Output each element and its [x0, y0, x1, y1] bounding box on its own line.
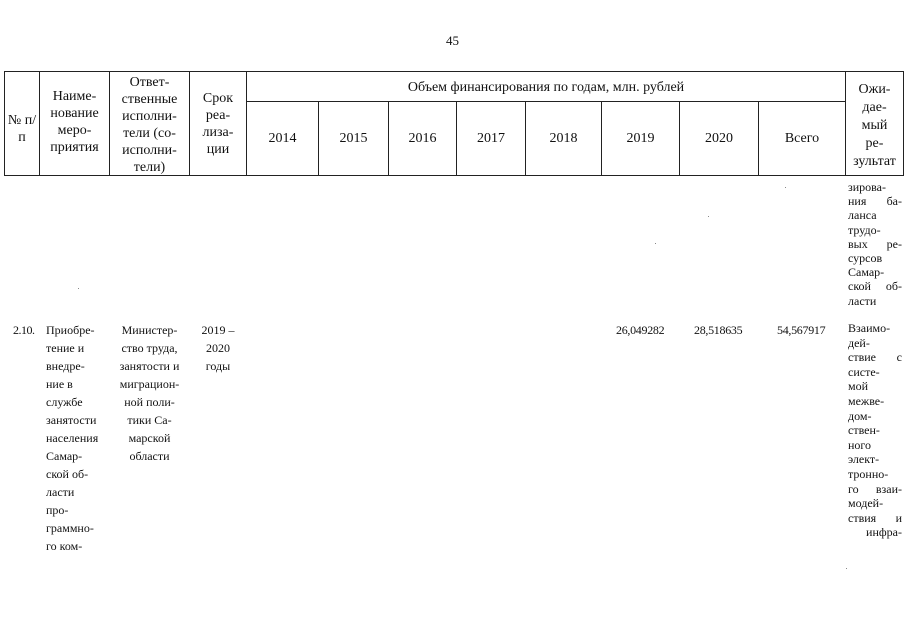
row-name-line: ласти [46, 485, 75, 499]
row-name [46, 321, 108, 555]
header-result-line: Ожи- [858, 82, 891, 97]
header-result-line: ре- [865, 136, 884, 151]
row-result-line: Взаимо- [848, 321, 891, 335]
row-result-line: систе- [848, 364, 880, 379]
header-result-line: мый [861, 118, 888, 133]
year-2015: 2015 [339, 131, 368, 146]
row-name-line: службе [46, 395, 83, 409]
header-funding [247, 79, 845, 96]
row-resp-line: занятости и [119, 359, 180, 373]
continued-result-line: вых ре- [848, 236, 902, 251]
scan-speck [708, 216, 709, 217]
header-name-line: приятия [50, 140, 99, 155]
continued-result-line: ласти [848, 293, 877, 308]
continued-result [848, 180, 902, 308]
row-result-line: ствия и [848, 510, 902, 525]
row-result-line: го взаи- [848, 481, 902, 496]
row-name-line: про- [46, 503, 69, 517]
row-name-line: внедре- [46, 359, 85, 373]
row-result-line: ствие с [848, 350, 902, 365]
scan-speck [785, 187, 786, 188]
row-result-line: тронно- [848, 466, 889, 481]
header-term-line: реа- [205, 108, 231, 123]
row-name-line: занятости [46, 413, 97, 427]
header-num-text: № п/п [7, 113, 37, 145]
row-name-line: граммно- [46, 521, 94, 535]
year-2020: 2020 [705, 131, 733, 146]
header-responsible [110, 74, 189, 176]
year-2018: 2018 [549, 131, 578, 146]
continued-result-line: ской об- [848, 279, 902, 294]
row-result-line: элект- [848, 452, 880, 467]
continued-result-line: Самар- [848, 265, 885, 280]
header-resp-line: исполни- [122, 109, 177, 124]
row-result-line: модей- [848, 496, 884, 511]
row-name-line: ской об- [46, 467, 89, 481]
header-result-line: дае- [862, 100, 887, 115]
header-result-line: зультат [853, 154, 896, 169]
value-2020: 28,518635 [694, 323, 743, 337]
continued-result-line: трудо- [848, 222, 881, 237]
year-total: Всего [784, 131, 820, 146]
row-name-line: ние в [46, 377, 73, 391]
page-number: 45 [446, 33, 459, 48]
row-resp-line: марской [128, 431, 171, 445]
row-number: 2.10. [13, 323, 35, 337]
row-result-line: ного [848, 437, 872, 452]
row-name-line: тение и [46, 341, 85, 355]
row-term [190, 321, 246, 375]
continued-result-line: ния ба- [848, 194, 902, 209]
header-result [846, 81, 903, 171]
row-resp-line: области [129, 449, 170, 463]
header-term-line: лиза- [202, 125, 234, 140]
row-result-line: мой [848, 379, 869, 394]
years-divider [246, 101, 845, 102]
year-2019: 2019 [626, 131, 655, 146]
table-top-border [4, 71, 904, 72]
header-resp-line: ственные [121, 92, 178, 107]
row-term-line: годы [205, 359, 231, 373]
row-result-line: инфра- [866, 525, 902, 540]
header-funding-text: Объем финансирования по годам, млн. рублей [407, 80, 685, 95]
row-resp-line: ной поли- [124, 395, 175, 409]
header-term-line: Срок [202, 91, 234, 106]
row-result-line: межве- [848, 393, 885, 408]
row-resp-line: тики Са- [127, 413, 172, 427]
row-name-line: Самар- [46, 449, 83, 463]
row-term-line: 2019 – [201, 323, 235, 337]
header-num [5, 112, 39, 146]
row-resp-line: ство труда, [121, 341, 178, 355]
year-2016: 2016 [408, 131, 437, 146]
header-name-line: Наиме- [52, 89, 97, 104]
value-total: 54,567917 [777, 323, 826, 337]
year-2014: 2014 [268, 131, 297, 146]
vline-right [903, 71, 904, 176]
continued-result-line: зирова- [848, 180, 886, 194]
row-name-line: Приобре- [46, 323, 95, 337]
scan-speck [846, 568, 847, 569]
scan-speck [655, 243, 656, 244]
header-resp-line: тели) [133, 160, 166, 175]
row-name-line: населения [46, 431, 99, 445]
row-name-line: го ком- [46, 539, 83, 553]
header-term [190, 90, 246, 158]
row-result-line: дей- [848, 335, 870, 350]
header-name-line: меро- [57, 123, 92, 138]
header-name [40, 88, 109, 156]
continued-result-line: ланса [848, 208, 877, 223]
value-2019: 26,049282 [616, 323, 665, 337]
row-result-line: дом- [848, 408, 872, 423]
header-resp-line: исполни- [122, 143, 177, 158]
row-result-line: ствен- [848, 423, 880, 438]
header-resp-line: Ответ- [129, 75, 170, 90]
row-resp-line: миграцион- [119, 377, 180, 391]
header-term-line: ции [206, 142, 230, 157]
header-name-line: нование [50, 106, 99, 121]
header-resp-line: тели (со- [123, 126, 176, 141]
continued-result-line: сурсов [848, 251, 883, 266]
row-result [848, 321, 902, 540]
row-term-line: 2020 [206, 341, 230, 355]
row-resp-line: Министер- [121, 323, 178, 337]
year-2017: 2017 [477, 131, 505, 146]
scan-speck [78, 288, 79, 289]
row-responsible [110, 321, 189, 465]
